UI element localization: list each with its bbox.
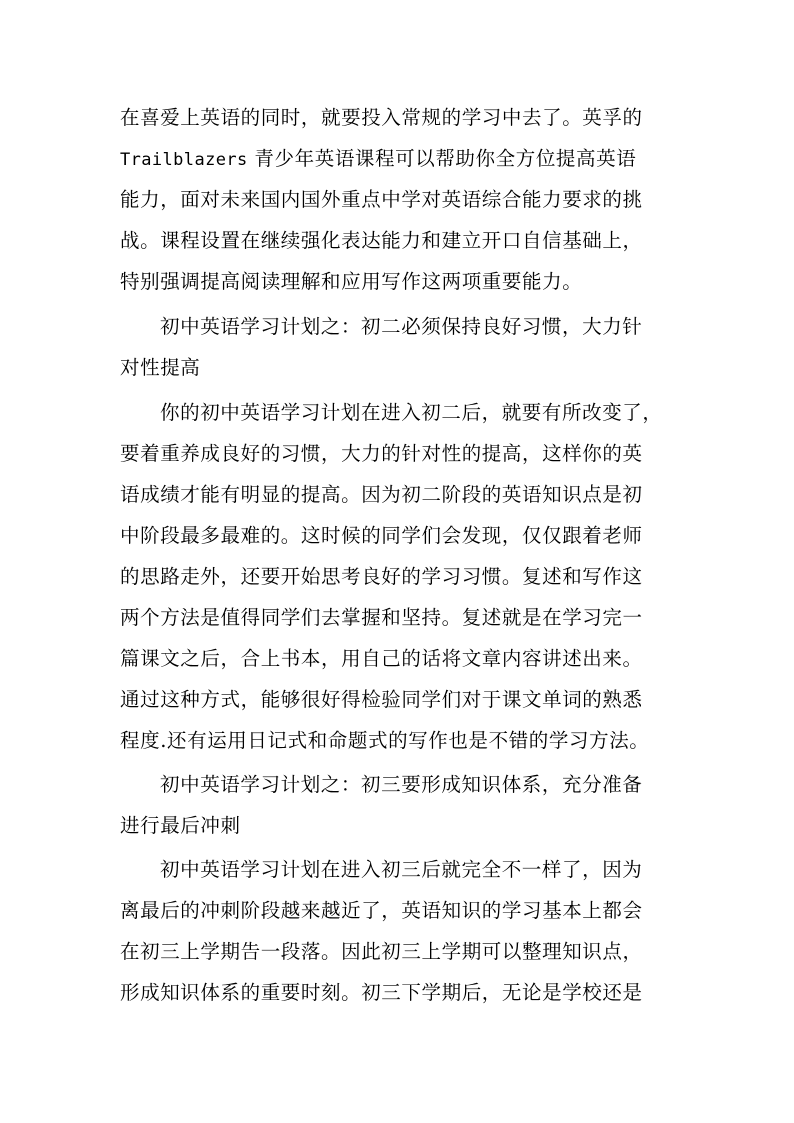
paragraph-1-line-4: 战。课程设置在继续强化表达能力和建立开口自信基础上， [120,229,643,252]
paragraph-1-line-2 [120,142,680,176]
course-name: Trailblazers [120,150,248,170]
paragraph-1-line-1: 在喜爱上英语的同时，就要投入常规的学习中去了。英孚的 [120,106,643,129]
paragraph-2-line-5: 的思路走外，还要开始思考良好的学习习惯。复述和写作这 [120,565,643,588]
paragraph-1-line-5: 特别强调提高阅读理解和应用写作这两项重要能力。 [120,270,583,293]
paragraph-1-line-3: 能力，面对未来国内国外重点中学对英语综合能力要求的挑 [120,188,643,211]
section-heading-grade-9-line-1: 初中英语学习计划之：初三要形成知识体系，充分准备 [160,773,643,796]
paragraph-3-line-3: 在初三上学期告一段落。因此初三上学期可以整理知识点， [120,940,643,963]
paragraph-2-line-7: 篇课文之后，合上书本，用自己的话将文章内容讲述出来。 [120,647,643,670]
paragraph-3-line-1: 初中英语学习计划在进入初三后就完全不一样了，因为 [160,858,643,881]
paragraph-2-line-1: 你的初中英语学习计划在进入初二后，就要有所改变了， [160,401,663,424]
paragraph-2-line-3: 语成绩才能有明显的提高。因为初二阶段的英语知识点是初 [120,483,643,506]
section-heading-grade-9-line-2: 进行最后冲刺 [120,814,241,837]
paragraph-2-line-8: 通过这种方式，能够很好得检验同学们对于课文单词的熟悉 [120,688,643,711]
paragraph-3-line-2: 离最后的冲刺阶段越来越近了，英语知识的学习基本上都会 [120,899,643,922]
paragraph-2-line-6: 两个方法是值得同学们去掌握和坚持。复述就是在学习完一 [120,606,643,629]
paragraph-2-line-2: 要着重养成良好的习惯，大力的针对性的提高，这样你的英 [120,442,643,465]
paragraph-1-line-2-text: 青少年英语课程可以帮助你全方位提高英语 [247,147,637,170]
section-heading-grade-8-line-1: 初中英语学习计划之：初二必须保持良好习惯，大力针 [160,315,643,338]
section-heading-grade-8-line-2: 对性提高 [120,356,201,379]
paragraph-2-line-4: 中阶段最多最难的。这时候的同学们会发现，仅仅跟着老师 [120,524,643,547]
paragraph-2-line-9: 程度.还有运用日记式和命题式的写作也是不错的学习方法。 [120,729,650,752]
paragraph-3-line-4: 形成知识体系的重要时刻。初三下学期后，无论是学校还是 [120,981,643,1004]
